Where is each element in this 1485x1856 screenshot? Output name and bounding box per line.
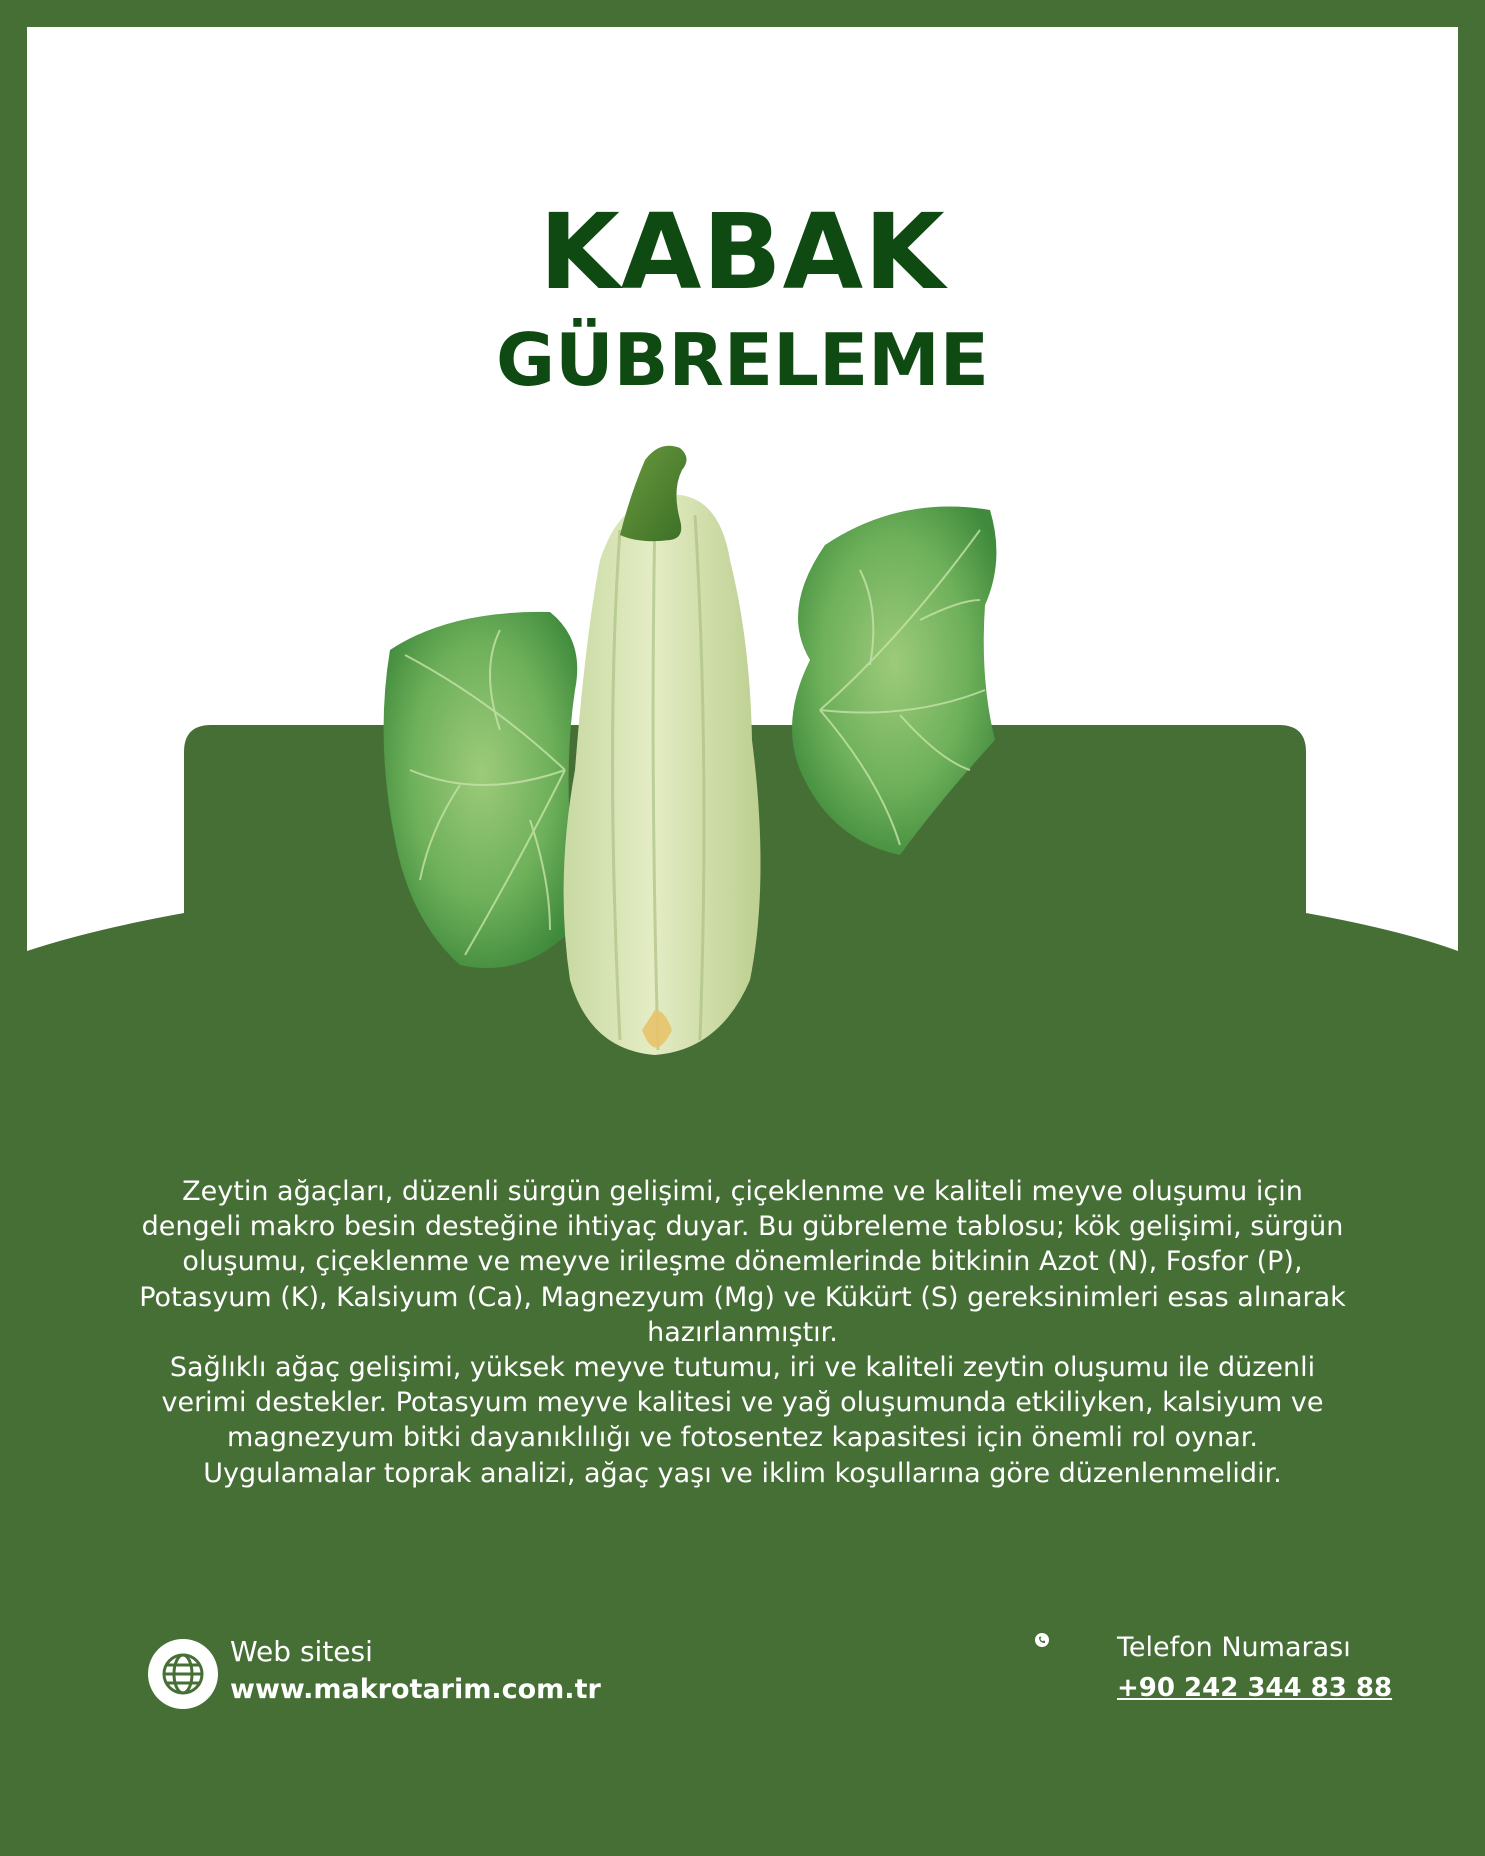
- page-title: KABAK: [539, 191, 946, 313]
- phone-icon: [1034, 1632, 1050, 1648]
- right-leaf: [792, 507, 996, 855]
- zucchini-stem: [620, 446, 687, 542]
- website-label: Web sitesi: [230, 1635, 373, 1668]
- globe-icon: [148, 1639, 218, 1709]
- zucchini-body: [564, 494, 761, 1055]
- website-link[interactable]: www.makrotarim.com.tr: [230, 1674, 601, 1705]
- description-paragraph-2: Sağlıklı ağaç gelişimi, yüksek meyve tutumu, iri ve kaliteli zeytin oluşumu ile düzenli verimi destekler. Potasyum meyve kalitesi ve yağ oluşumunda etkiliyken, kalsiyum ve magnezyum bitki dayanıklılığı ve fotosentez kapasitesi için önemli rol oynar.: [161, 1352, 1324, 1454]
- description-paragraph-1: Zeytin ağaçları, düzenli sürgün gelişimi, çiçeklenme ve kaliteli meyve oluşumu için dengeli makro besin desteğine ihtiyaç duyar. Bu gübreleme tablosu; kök gelişimi, sürgün oluşumu, çiçeklenme ve meyve irileşme dönemlerinde bitkinin Azot (N), Fosfor (P), Potasyum (K), Kalsiyum (Ca), Magnezyum (Mg) ve Kükürt (S) gereksinimleri esas alınarak hazırlanmıştır.: [139, 1176, 1346, 1348]
- phone-number-link[interactable]: +90 242 344 83 88: [1117, 1673, 1393, 1703]
- zucchini-illustration: [380, 440, 1120, 1140]
- description: [130, 1174, 1355, 1491]
- page-subtitle: GÜBRELEME: [496, 318, 989, 402]
- left-leaf: [384, 612, 580, 968]
- description-paragraph-3: Uygulamalar toprak analizi, ağaç yaşı ve iklim koşullarına göre düzenlenmelidir.: [203, 1457, 1282, 1489]
- phone-label: Telefon Numarası: [1117, 1632, 1351, 1663]
